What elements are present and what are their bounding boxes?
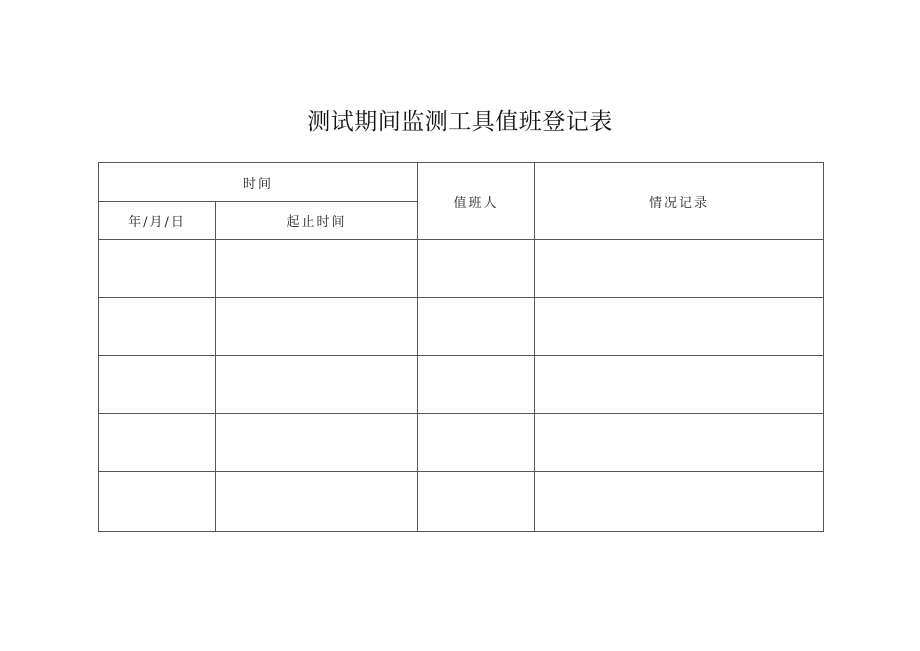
time-range-cell[interactable] xyxy=(216,414,418,472)
header-time-range: 起止时间 xyxy=(216,202,418,240)
time-range-cell[interactable] xyxy=(216,356,418,414)
table-row xyxy=(99,472,824,532)
person-cell[interactable] xyxy=(418,356,535,414)
table-row xyxy=(99,298,824,356)
person-cell[interactable] xyxy=(418,414,535,472)
time-range-cell[interactable] xyxy=(216,472,418,532)
header-person-on-duty: 值班人 xyxy=(418,163,535,240)
time-range-cell[interactable] xyxy=(216,298,418,356)
record-cell[interactable] xyxy=(535,472,824,532)
person-cell[interactable] xyxy=(418,240,535,298)
date-cell[interactable] xyxy=(99,298,216,356)
record-cell[interactable] xyxy=(535,240,824,298)
header-date: 年/月/日 xyxy=(99,202,216,240)
date-cell[interactable] xyxy=(99,356,216,414)
table-row xyxy=(99,240,824,298)
date-cell[interactable] xyxy=(99,414,216,472)
record-cell[interactable] xyxy=(535,356,824,414)
date-cell[interactable] xyxy=(99,240,216,298)
record-cell[interactable] xyxy=(535,414,824,472)
document-title: 测试期间监测工具值班登记表 xyxy=(307,109,613,135)
table-row xyxy=(99,414,824,472)
person-cell[interactable] xyxy=(418,472,535,532)
duty-log-table xyxy=(98,162,824,532)
person-cell[interactable] xyxy=(418,298,535,356)
header-situation-record: 情况记录 xyxy=(535,163,824,240)
header-time-group: 时间 xyxy=(99,163,418,202)
date-cell[interactable] xyxy=(99,472,216,532)
header-row-top xyxy=(99,163,824,202)
table-row xyxy=(99,356,824,414)
record-cell[interactable] xyxy=(535,298,824,356)
time-range-cell[interactable] xyxy=(216,240,418,298)
